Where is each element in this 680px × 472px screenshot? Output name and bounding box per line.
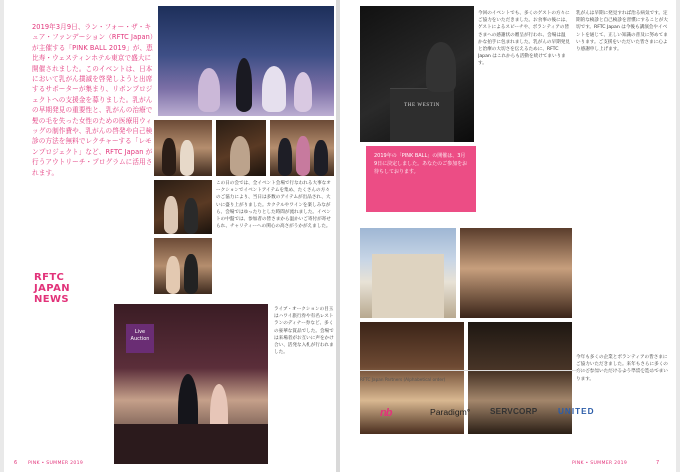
footer-title: PINK • SUMMER 2019 bbox=[572, 461, 628, 466]
guest-figure bbox=[294, 72, 312, 112]
speaker-figure bbox=[426, 42, 456, 92]
partners-section bbox=[360, 370, 660, 443]
guest-figure bbox=[236, 58, 252, 112]
announcement-box: 2019年の「PINK BALL」の開催は、3月9日に決定しました。あなたのご参加をお待ちしております。 bbox=[366, 146, 476, 212]
guest-figure bbox=[262, 66, 286, 112]
guest-figure bbox=[278, 138, 292, 176]
article-body-left: この日の会では、全イベント会場で行なわれる大事なオークションでイベントアイテムを集め、たくさんの方々のご協力により、当日は多数のアイテムが出品され、大いに盛り上がりました。カクテルやワインを楽しみながら、会場ではゆったりとした時間が流れました。イベントの中盤では、参加者の皆さまから温かいご寄付が寄せられ、チャリティーへの関心の高さがうかがえました。 bbox=[216, 181, 331, 230]
page-number: 6 bbox=[14, 460, 18, 466]
article-body-left-2: ライブ・オークションの目玉はハワイ旅行券や有名レストランのディナー券など、多くの豪華な賞品でした。会場では来場者がお互いに声をかけ合い、活発な入札が行われました。 bbox=[274, 307, 334, 356]
guest-figure bbox=[198, 68, 220, 112]
ballroom-photo bbox=[460, 228, 572, 318]
podium bbox=[390, 88, 454, 142]
audience-silhouettes bbox=[114, 424, 268, 464]
guest-figure bbox=[184, 198, 198, 234]
news-heading bbox=[34, 272, 106, 305]
podium-sign: THE WESTIN bbox=[404, 103, 440, 108]
guest-figure bbox=[230, 136, 250, 176]
guests-photo-1 bbox=[154, 120, 212, 176]
news-heading-line: JAPAN bbox=[34, 283, 70, 294]
footer-title: PINK • SUMMER 2019 bbox=[28, 461, 84, 466]
speaker-photo bbox=[360, 6, 474, 142]
guests-photo-3 bbox=[270, 120, 334, 176]
servcorp-logo: SERVCORP bbox=[490, 407, 538, 416]
article-body-right-2: 乳がんは早期に発見すれば治る病気です。定期的な検診と自己検診を習慣にすることが大切です。RFTC Japan は今後も講演会やイベントを通じて、正しい知識の普及に努めてまいります。ご支援をいただいた皆さまに心より感謝申し上げます。 bbox=[576, 11, 668, 53]
right-page bbox=[340, 0, 676, 472]
left-page bbox=[4, 0, 336, 472]
article-body-right-1: 今回のイベントでも、多くのゲストの方々にご協力をいただきました。お食事の後には、ゲストによるスピーチや、ボランティアの皆さまへの感謝状の贈呈が行われ、会場は温かな拍手に包まれました。乳がんの早期発見と治療の大切さを伝えるために、RFTC Japan はこれからも活動を続けてまいります。 bbox=[478, 11, 570, 67]
guest-figure bbox=[184, 254, 198, 294]
guests-photo-2 bbox=[216, 120, 266, 176]
partners-title: RFTC Japan Partners (Alphabetical order) bbox=[360, 377, 446, 382]
guest-figure bbox=[314, 140, 328, 176]
guest-figure bbox=[296, 136, 310, 176]
guest-figure bbox=[164, 196, 178, 234]
guests-photo-4 bbox=[154, 180, 212, 234]
intro-paragraph: 2019年3月9日、ラン・フォー・ザ・キュア・ファンデーション（RFTC Japan）が主催する「PINK BALL 2019」が、恵比寿・ウェスティンホテル東京で盛大に開催されました。このイベントは、日本において乳がん撲滅を啓発しようと出席するサポーターが集まり、リボンプロジェクトへの支援金を募りました。乳がんの早期発見の重要性と、乳がんの治療で髪の毛を失った女性のための医療用ウィッグの制作費や、乳がんの啓発や自己検診の方法を無料でレクチャーする「レモンプロジェクト」など、RFTC Japan が行うアウトリーチ・プログラムに活用されます。 bbox=[32, 23, 154, 177]
live-auction-screen: Live Auction bbox=[126, 324, 154, 353]
nb-logo: nb bbox=[380, 407, 392, 419]
building-facade bbox=[372, 254, 444, 318]
page-number: 7 bbox=[656, 460, 660, 466]
guests-photo-5 bbox=[154, 238, 212, 294]
united-logo: UNITED bbox=[558, 407, 595, 416]
stage-photo bbox=[158, 6, 334, 116]
article-body-right-3: 今年も多くの企業とボランティアの皆さまにご協力いただきました。来年もさらに多くの方にご参加いただけるよう準備を進めてまいります。 bbox=[576, 355, 668, 382]
live-auction-photo bbox=[114, 304, 268, 464]
hotel-building-photo bbox=[360, 228, 456, 318]
paradigm-logo: Paradigm° bbox=[430, 407, 471, 417]
news-heading-line: NEWS bbox=[34, 294, 70, 305]
guest-figure bbox=[180, 140, 194, 176]
guest-figure bbox=[162, 138, 176, 176]
news-heading-line: RFTC bbox=[34, 272, 65, 283]
guest-figure bbox=[166, 256, 180, 294]
